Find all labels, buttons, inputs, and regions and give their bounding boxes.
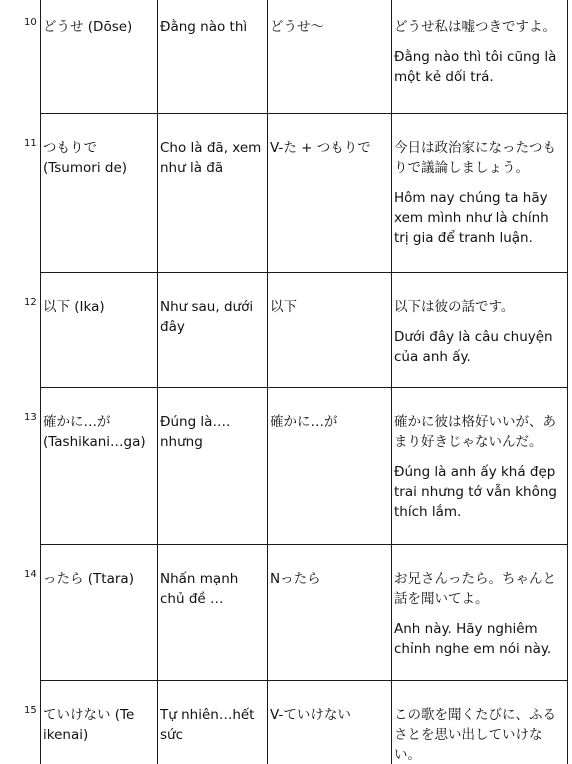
- pattern-text: 以下 (Ika): [43, 299, 105, 315]
- form-text: 以下: [270, 299, 297, 315]
- form-cell: [268, 273, 392, 388]
- table-row: [41, 388, 568, 545]
- row-number: 15: [24, 705, 37, 716]
- example-japanese: お兄さんったら。ちゃんと話を聞いてよ。: [394, 571, 556, 607]
- table-row: [41, 681, 568, 764]
- pattern-cell: [24, 545, 158, 681]
- example-japanese: この歌を聞くたびに、ふるさとを思い出していけない。: [394, 707, 556, 763]
- meaning-text: Đằng nào thì: [160, 19, 248, 35]
- form-cell: [268, 545, 392, 681]
- example-japanese: 以下は彼の話です。: [394, 299, 515, 315]
- pattern-text: ったら (Ttara): [43, 571, 134, 587]
- pattern-cell: [24, 273, 158, 388]
- example-cell: [392, 114, 568, 273]
- row-number: 14: [24, 569, 37, 580]
- pattern-cell: [24, 114, 158, 273]
- pattern-text: 確かに…が (Tashikani…ga): [43, 414, 146, 450]
- meaning-cell: [158, 273, 268, 388]
- form-text: V-た + つもりで: [270, 140, 371, 156]
- example-japanese: 確かに彼は格好いいが、あまり好きじゃないんだ。: [394, 414, 556, 450]
- example-vietnamese: Anh này. Hãy nghiêm chỉnh nghe em nói này.: [394, 621, 552, 657]
- meaning-cell: [158, 0, 268, 114]
- pattern-cell: [24, 681, 158, 764]
- example-cell: [392, 0, 568, 114]
- pattern-text: どうせ (Dōse): [43, 19, 133, 35]
- form-cell: [268, 681, 392, 764]
- pattern-cell: [24, 0, 158, 114]
- example-vietnamese: Hôm nay chúng ta hãy xem mình như là chính trị gia để tranh luận.: [394, 190, 549, 246]
- meaning-cell: [158, 114, 268, 273]
- example-vietnamese: Đằng nào thì tôi cũng là một kẻ dối trá.: [394, 49, 557, 85]
- example-cell: [392, 388, 568, 545]
- pattern-cell: [24, 388, 158, 545]
- pattern-text: ていけない (Te ikenai): [43, 707, 135, 743]
- example-vietnamese: Đúng là anh ấy khá đẹp trai nhưng tớ vẫn không thích lắm.: [394, 464, 557, 520]
- table-row: [41, 273, 568, 388]
- example-japanese: 今日は政治家になったつもりで議論しましょう。: [394, 140, 556, 176]
- form-cell: [268, 0, 392, 114]
- row-number: 13: [24, 412, 37, 423]
- example-cell: [392, 273, 568, 388]
- row-number: 12: [24, 297, 37, 308]
- grammar-table: [24, 0, 568, 764]
- form-cell: [268, 388, 392, 545]
- form-text: V-ていけない: [270, 707, 351, 723]
- meaning-cell: [158, 388, 268, 545]
- meaning-text: Nhấn mạnh chủ đề …: [160, 571, 239, 607]
- form-text: どうせ～: [270, 19, 324, 35]
- form-cell: [268, 114, 392, 273]
- row-number: 11: [24, 138, 37, 149]
- table-row: [41, 0, 568, 114]
- meaning-cell: [158, 545, 268, 681]
- table-row: [41, 114, 568, 273]
- pattern-text: つもりで (Tsumori de): [43, 140, 128, 176]
- example-cell: [392, 681, 568, 764]
- example-japanese: どうせ私は嘘つきですよ。: [394, 19, 556, 35]
- row-number: 10: [24, 17, 37, 28]
- example-vietnamese: Dưới đây là câu chuyện của anh ấy.: [394, 329, 553, 365]
- form-text: Nったら: [270, 571, 321, 587]
- meaning-text: Như sau, dưới đây: [160, 299, 254, 335]
- form-text: 確かに…が: [270, 414, 338, 430]
- example-cell: [392, 545, 568, 681]
- meaning-text: Đúng là…. nhưng: [160, 414, 231, 450]
- meaning-text: Tự nhiên…hết sức: [160, 707, 255, 743]
- meaning-cell: [158, 681, 268, 764]
- meaning-text: Cho là đã, xem như là đã: [160, 140, 262, 176]
- table-row: [41, 545, 568, 681]
